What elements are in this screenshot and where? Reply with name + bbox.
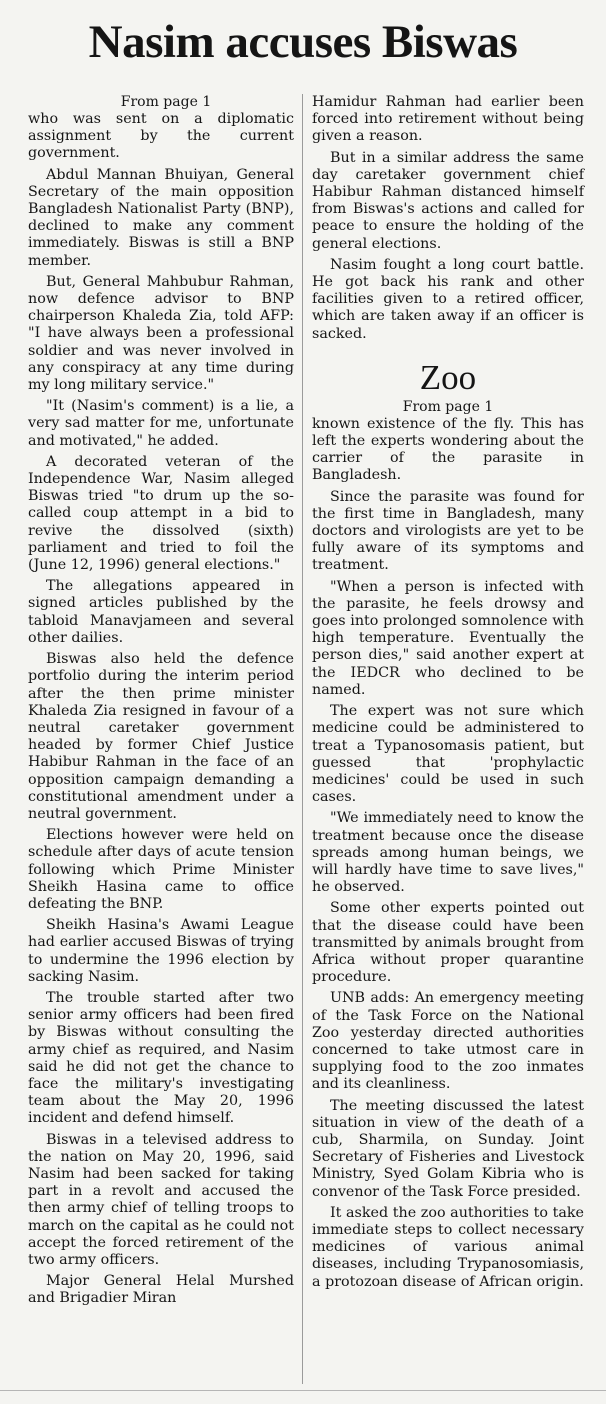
continuation-note: From page 1 xyxy=(120,94,212,110)
paragraph: Nasim fought a long court battle. He got back his rank and other facilities given to a retired officer, which are taken away if an officer is sacked. xyxy=(312,256,584,342)
paragraph: known existence of the fly. This has left the experts wondering about the carrier of the parasite in Bangladesh. xyxy=(312,415,584,484)
paragraph: "We immediately need to know the treatment because once the disease spreads among human beings, we will hardly have time to save lives," he observed. xyxy=(312,810,584,896)
paragraph: It asked the zoo authorities to take immediate steps to collect necessary medicines of various animal diseases, including Trypanosomiasis, a protozoan disease of African origin. xyxy=(312,1204,584,1290)
paragraph: Hamidur Rahman had earlier been forced into retirement without being given a reason. xyxy=(312,94,584,145)
paragraph: Elections however were held on schedule after days of acute tension following which Prime Minister Sheikh Hasina came to office defeating the BNP. xyxy=(28,827,294,912)
right-column xyxy=(312,94,584,1295)
headline: Nasim accuses Biswas xyxy=(88,16,518,68)
paragraph: A decorated veteran of the Independence War, Nasim alleged Biswas tried "to drum up the so-called coup attempt in a bid to revive the dissolved (sixth) parliament and tried to foil the (June 12, 1996) general elections." xyxy=(28,453,294,574)
paragraph: Major General Helal Murshed and Brigadier Miran xyxy=(28,1273,294,1307)
paragraph: Some other experts pointed out that the disease could have been transmitted by animals brought from Africa without proper quarantine procedure. xyxy=(312,900,584,986)
bottom-rule xyxy=(0,1390,606,1391)
paragraph: But, General Mahbubur Rahman, now defence advisor to BNP chairperson Khaleda Zia, told AFP: "I have always been a professional soldier and was never involved in any conspiracy at any time during my long military service." xyxy=(28,273,294,394)
paragraph: Biswas in a televised address to the nation on May 20, 1996, said Nasim had been sacked for taking part in a revolt and accused the then army chief of telling troops to march on the capital as he could not accept the forced retirement of the two army officers. xyxy=(28,1131,294,1268)
column-divider xyxy=(302,94,303,1384)
zoo-headline: Zoo xyxy=(419,357,477,397)
paragraph: "It (Nasim's comment) is a lie, a very sad matter for me, unfortunate and motivated," he added. xyxy=(28,398,294,449)
paragraph: UNB adds: An emergency meeting of the Task Force on the National Zoo yesterday directed authorities concerned to take utmost care in supplying food to the zoo inmates and its cleanliness. xyxy=(312,990,584,1093)
paragraph: Abdul Mannan Bhuiyan, General Secretary of the main opposition Bangladesh Nationalist Party (BNP), declined to make any comment immediately. Biswas is still a BNP member. xyxy=(28,166,294,269)
paragraph: The allegations appeared in signed articles published by the tabloid Manavjameen and several other dailies. xyxy=(28,578,294,646)
paragraph: The expert was not sure which medicine could be administered to treat a Typanosomasis patient, but guessed that 'prophylactic medicines' could be used in such cases. xyxy=(312,703,584,806)
left-column xyxy=(28,94,294,1312)
paragraph: The meeting discussed the latest situation in view of the death of a cub, Sharmila, on Sunday. Joint Secretary of Fisheries and Livestock Ministry, Syed Golam Kibria who is convenor of the Task Force presided. xyxy=(312,1097,584,1200)
paragraph: Since the parasite was found for the first time in Bangladesh, many doctors and virologists are yet to be fully aware of its symptoms and treatment. xyxy=(312,488,584,574)
continuation-note: From page 1 xyxy=(402,398,494,415)
paragraph: who was sent on a diplomatic assignment by the current government. xyxy=(28,111,294,162)
paragraph: Biswas also held the defence portfolio during the interim period after the then prime minister Khaleda Zia resigned in favour of a neutral caretaker government headed by former Chief Justice Habibur Rahman in the face of an opposition campaign demanding a constitutional amendment under a neutral government. xyxy=(28,651,294,822)
paragraph: The trouble started after two senior army officers had been fired by Biswas without consulting the army chief as required, and Nasim said he did not get the chance to face the military's investigating team about the May 20, 1996 incident and defend himself. xyxy=(28,989,294,1127)
paragraph: "When a person is infected with the parasite, he feels drowsy and goes into prolonged somnolence with high temperature. Eventually the person dies," said another expert at the IEDCR who declined to be named. xyxy=(312,578,584,698)
paragraph: But in a similar address the same day caretaker government chief Habibur Rahman distanced himself from Biswas's actions and called for peace to ensure the holding of the general elections. xyxy=(312,149,584,252)
paragraph: Sheikh Hasina's Awami League had earlier accused Biswas of trying to undermine the 1996 election by sacking Nasim. xyxy=(28,917,294,985)
